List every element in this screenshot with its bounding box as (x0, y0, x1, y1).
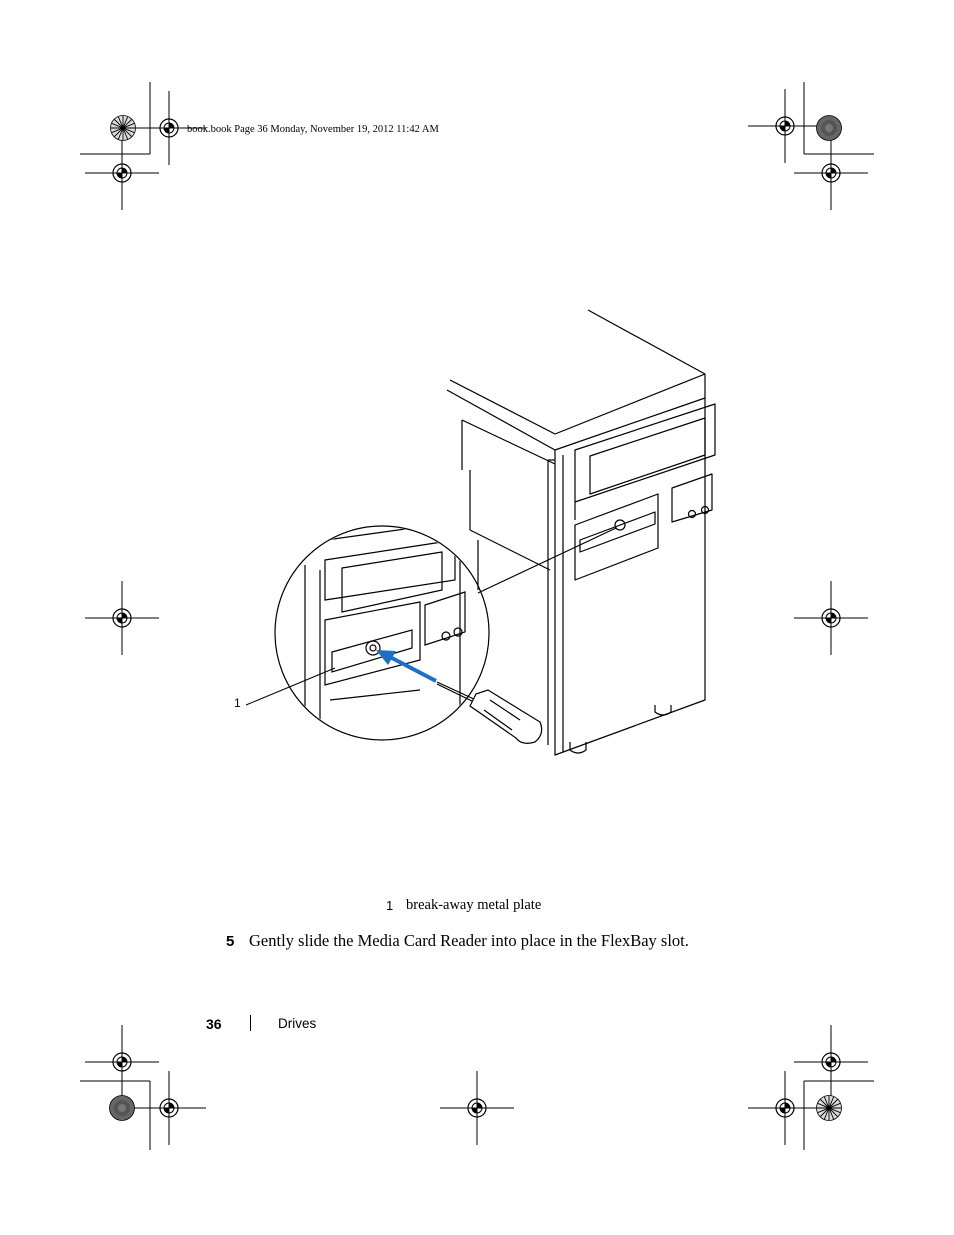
caption-number: 1 (386, 898, 394, 913)
page-number: 36 (206, 1016, 222, 1032)
caption-label: break-away metal plate (406, 897, 542, 913)
figure-callout-number: 1 (234, 696, 241, 710)
insert-arrow-icon (376, 650, 436, 681)
footer-section-title: Drives (278, 1016, 317, 1031)
step-number: 5 (226, 933, 235, 950)
book-info-header: book.book Page 36 Monday, November 19, 2012 11:42 AM (187, 124, 439, 135)
step-text: Gently slide the Media Card Reader into place in the FlexBay slot. (249, 931, 689, 950)
footer-separator (250, 1015, 251, 1031)
